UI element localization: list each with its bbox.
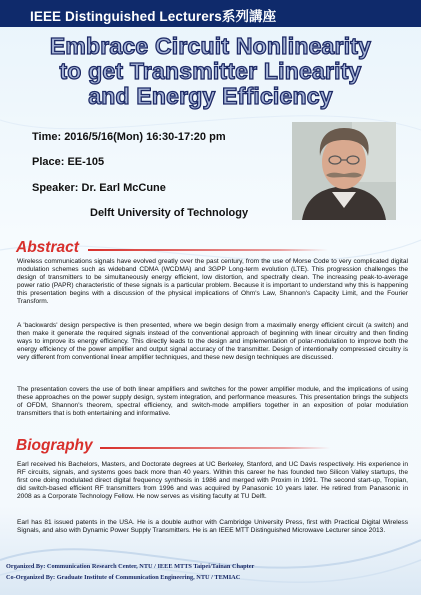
title-line-3: and Energy Efficiency [88, 83, 333, 109]
abstract-paragraph-3: The presentation covers the use of both linear amplifiers and switches for the power amplifier module, and the implications of using these approaches on the power supply design, system integration, and performance measures. This presentation brings the subjects of OFDM, Shannon's theorem, spectral efficiency, and switch-mode amplifiers together in an exposition of polar modulation transmitters that is both entertaining and informative. [17, 386, 408, 417]
event-speaker: Speaker: Dr. Earl McCune [32, 182, 166, 194]
biography-paragraph-1: Earl received his Bachelors, Masters, and Doctorate degrees at UC Berkeley, Stanford, and UC Davis respectively. His experience in RF circuits, signals, and systems goes back more than 40 years. Within this career he has founded two Silicon Valley startups, the first one doing modulated direct digital frequency synthesis in 1986 and merged with Proxim in 1991. The second start-up, Tropian, did switch-based efficient RF transmitters from 1996 and was acquired by Panasonic 10 years later. He retired from Panasonic in 2008 as a Corporate Technology Fellow. He now serves as visiting faculty at TU Delft. [17, 461, 408, 500]
header-bar [0, 0, 421, 27]
abstract-paragraph-2: A 'backwards' design perspective is then presented, where we begin design from a maximally energy efficient circuit (a switch) and then make it generate the required signals instead of the conventional approach of beginning with linear circuitry and then finding ways to improve its energy efficiency. This directly leads to the design and implementation of polar-modulation to improve both the energy efficiency of the power amplifier and output signal accuracy of the transmitter. Design of intentionally compressed circuitry is very different from conventional linear amplifier techniques, and these new design techniques are discussed. [17, 322, 408, 361]
lecture-title [0, 34, 421, 109]
event-place: Place: EE-105 [32, 156, 105, 168]
series-title: IEEE Distinguished Lecturers系列講座 [30, 9, 277, 24]
event-info [32, 125, 292, 235]
event-time: Time: 2016/5/16(Mon) 16:30-17:20 pm [32, 131, 226, 143]
abstract-divider [88, 249, 328, 251]
biography-divider [100, 447, 330, 449]
organizer-line: Organized By: Communication Research Center, NTU / IEEE MTTS Taipei/Tainan Chapter [6, 563, 255, 570]
abstract-paragraph-1: Wireless communications signals have evolved greatly over the past century, from the use of Morse Code to very complicated digital modulation schemes such as wideband CDMA (WCDMA) and 3GPP Long-term evolution (LTE). This progression challenges the design of transmitters to be simultaneously energy efficient, low distortion, and spectrally clean. The increasing peak-to-average power ratio (PAPR) characteristic of these signals is a particular problem. Because it is important to understand why this is happening this presentation begins with a discussion of the physical implications of Ohm's Law, Shannon's Capacity Limit, and the Fourier Transform. [17, 258, 408, 305]
title-line-1: Embrace Circuit Nonlinearity [49, 33, 372, 59]
speaker-photo [292, 122, 396, 220]
biography-heading: Biography [16, 437, 93, 454]
biography-paragraph-2: Earl has 81 issued patents in the USA. He is a double author with Cambridge University Press, first with Practical Digital Wireless Signals, and also with Dynamic Power Supply Transmitters. He is an IEEE MTT Distinguished Microwave Lecturer since 2013. [17, 519, 408, 534]
speaker-portrait-image [292, 122, 396, 220]
co-organizer-line: Co-Organized By: Graduate Institute of Communication Engineering, NTU / TEMIAC [6, 574, 241, 581]
speaker-affiliation: Delft University of Technology [90, 207, 249, 219]
title-line-2: to get Transmitter Linearity [59, 58, 362, 84]
abstract-heading: Abstract [16, 239, 79, 256]
